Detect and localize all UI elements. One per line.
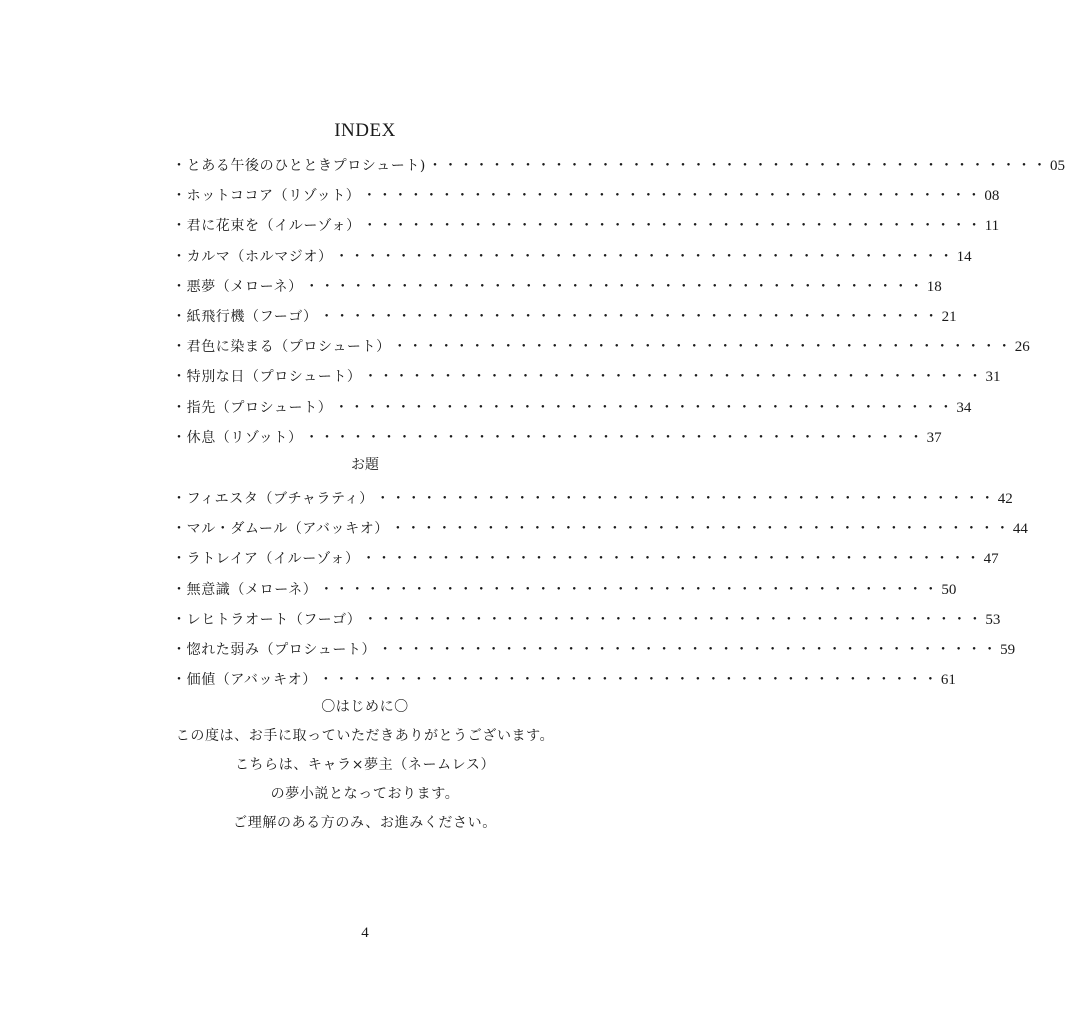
toc-entry-title: ・君に花束を（イルーゾォ） bbox=[172, 218, 361, 235]
toc-dot-leader: ・・・・・・・・・・・・・・・・・・・・・・・・・・・・・・・・・・・・・・・・ bbox=[390, 521, 1011, 538]
toc-entry bbox=[172, 151, 1065, 181]
toc-entry-title: ・レヒトラオート（フーゴ） bbox=[172, 611, 362, 628]
toc-dot-leader: ・・・・・・・・・・・・・・・・・・・・・・・・・・・・・・・・・・・・・・・・ bbox=[319, 581, 940, 598]
preface-heading: 〇はじめに〇 bbox=[321, 699, 409, 715]
toc-entry bbox=[172, 211, 1000, 241]
toc-entry-page: 50 bbox=[941, 581, 957, 598]
toc-entry-title: ・ホットココア（リゾット） bbox=[172, 188, 361, 205]
toc-entry bbox=[172, 332, 1030, 362]
toc-dot-leader: ・・・・・・・・・・・・・・・・・・・・・・・・・・・・・・・・・・・・・・・・ bbox=[361, 551, 982, 568]
toc-entry-page: 14 bbox=[956, 248, 972, 265]
preface-line: この度は、お手に取っていただきありがとうございます。 bbox=[175, 728, 555, 744]
toc-dot-leader: ・・・・・・・・・・・・・・・・・・・・・・・・・・・・・・・・・・・・・・・・ bbox=[363, 369, 984, 386]
toc-dot-leader: ・・・・・・・・・・・・・・・・・・・・・・・・・・・・・・・・・・・・・・・・ bbox=[362, 218, 983, 235]
index-title: INDEX bbox=[334, 120, 396, 141]
toc-entry-page: 53 bbox=[985, 611, 1001, 628]
toc-dot-leader: ・・・・・・・・・・・・・・・・・・・・・・・・・・・・・・・・・・・・・・・・ bbox=[378, 641, 999, 658]
preface-line: の夢小説となっております。 bbox=[270, 786, 460, 802]
preface-line: こちらは、キャラ×夢主（ネームレス） bbox=[234, 757, 496, 773]
preface bbox=[0, 693, 730, 838]
toc-dot-leader: ・・・・・・・・・・・・・・・・・・・・・・・・・・・・・・・・・・・・・・・・ bbox=[319, 308, 940, 325]
toc-entry-page: 18 bbox=[926, 278, 942, 295]
toc-entry-title: ・指先（プロシュート） bbox=[172, 399, 333, 416]
section-heading-odai: お題 bbox=[351, 457, 379, 473]
toc-dot-leader: ・・・・・・・・・・・・・・・・・・・・・・・・・・・・・・・・・・・・・・・・ bbox=[334, 248, 955, 265]
toc-entry-title: ・君色に染まる（プロシュート） bbox=[172, 339, 391, 356]
preface-line: ご理解のある方のみ、お進みください。 bbox=[233, 815, 497, 831]
toc-entry bbox=[172, 423, 942, 453]
toc-entry-title: ・カルマ（ホルマジオ） bbox=[172, 248, 333, 265]
toc-entry-page: 11 bbox=[984, 218, 1000, 235]
toc-entry bbox=[172, 605, 1001, 635]
toc-entry-page: 47 bbox=[983, 551, 999, 568]
toc-entry bbox=[172, 181, 1000, 211]
toc-entry bbox=[172, 575, 957, 605]
toc-entry-page: 59 bbox=[1000, 641, 1016, 658]
toc-dot-leader: ・・・・・・・・・・・・・・・・・・・・・・・・・・・・・・・・・・・・・・・・ bbox=[304, 278, 925, 295]
toc-entry-title: ・フィエスタ（ブチャラティ） bbox=[172, 491, 374, 507]
toc-entry bbox=[172, 514, 1028, 544]
toc-dot-leader: ・・・・・・・・・・・・・・・・・・・・・・・・・・・・・・・・・・・・・・・・ bbox=[334, 399, 955, 416]
toc-entry-page: 26 bbox=[1014, 339, 1030, 356]
toc-entry bbox=[172, 544, 999, 574]
toc-entry-title: ・惚れた弱み（プロシュート） bbox=[172, 641, 377, 658]
toc-dot-leader: ・・・・・・・・・・・・・・・・・・・・・・・・・・・・・・・・・・・・・・・・ bbox=[392, 339, 1013, 356]
toc-dot-leader: ・・・・・・・・・・・・・・・・・・・・・・・・・・・・・・・・・・・・・・・・ bbox=[304, 429, 925, 446]
toc-main-list bbox=[172, 151, 1065, 453]
toc-entry bbox=[172, 272, 942, 302]
toc-entry bbox=[172, 484, 1013, 514]
toc-entry bbox=[172, 362, 1001, 392]
toc-entry-title: ・とある午後のひとときプロシュート) bbox=[172, 158, 426, 174]
toc-entry-page: 21 bbox=[941, 308, 957, 325]
toc-entry-page: 44 bbox=[1012, 521, 1028, 538]
toc-dot-leader: ・・・・・・・・・・・・・・・・・・・・・・・・・・・・・・・・・・・・・・・・ bbox=[318, 672, 939, 689]
toc-entry-title: ・休息（リゾット） bbox=[172, 429, 303, 446]
toc-entry-title: ・特別な日（プロシュート） bbox=[172, 369, 362, 386]
toc-entry-page: 05 bbox=[1049, 158, 1065, 174]
page-number: 4 bbox=[361, 925, 369, 941]
toc-entry bbox=[172, 665, 956, 695]
toc-dot-leader: ・・・・・・・・・・・・・・・・・・・・・・・・・・・・・・・・・・・・・・・・ bbox=[362, 188, 983, 205]
toc-entry bbox=[172, 393, 972, 423]
toc-entry-page: 08 bbox=[984, 188, 1000, 205]
toc-entry-page: 42 bbox=[997, 491, 1013, 507]
toc-entry-title: ・マル・ダムール（アバッキオ） bbox=[172, 521, 389, 538]
toc-entry-page: 31 bbox=[985, 369, 1001, 386]
toc-dot-leader: ・・・・・・・・・・・・・・・・・・・・・・・・・・・・・・・・・・・・・・・・ bbox=[375, 491, 996, 507]
toc-dot-leader: ・・・・・・・・・・・・・・・・・・・・・・・・・・・・・・・・・・・・・・・・ bbox=[427, 158, 1048, 174]
toc-entry-page: 61 bbox=[940, 672, 956, 689]
toc-entry bbox=[172, 242, 972, 272]
toc-entry-title: ・悪夢（メローネ） bbox=[172, 278, 303, 295]
toc-entry-page: 37 bbox=[926, 429, 942, 446]
toc-entry-title: ・無意識（メローネ） bbox=[172, 581, 318, 598]
toc-entry-title: ・価値（アバッキオ） bbox=[172, 672, 317, 689]
toc-entry bbox=[172, 302, 957, 332]
toc-dot-leader: ・・・・・・・・・・・・・・・・・・・・・・・・・・・・・・・・・・・・・・・・ bbox=[363, 611, 984, 628]
toc-entry-title: ・紙飛行機（フーゴ） bbox=[172, 308, 318, 325]
toc-entry-page: 34 bbox=[956, 399, 972, 416]
toc-odai-list bbox=[172, 484, 1028, 695]
toc-entry-title: ・ラトレイア（イルーゾォ） bbox=[172, 551, 360, 568]
toc-entry bbox=[172, 635, 1016, 665]
